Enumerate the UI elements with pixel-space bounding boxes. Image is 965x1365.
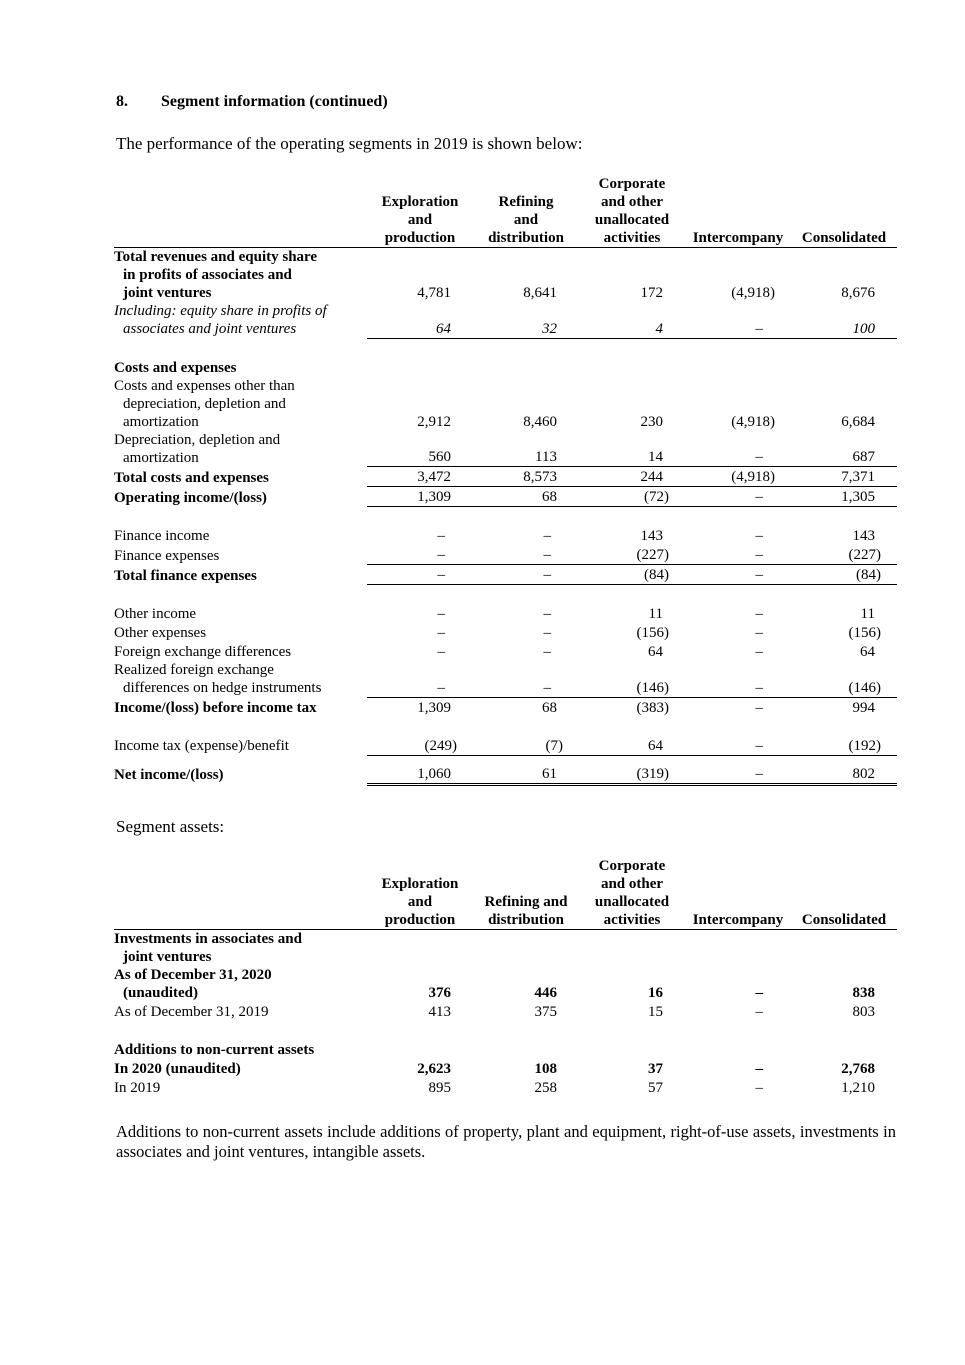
col-header-exploration: Exploration and production — [367, 175, 473, 248]
footnote-paragraph: Additions to non-current assets include additions of property, plant and equipment, right-of-use assets, investments in associates and joint ventures, intangible assets. — [116, 1122, 896, 1161]
table-row: Additions to non-current assets — [114, 1042, 315, 1058]
table-row: In 2020 (unaudited) 2,623 108 37 – 2,768 — [114, 1061, 875, 1077]
table-row: Costs and expenses other than depreciation, depletion and amortization 2,912 8,460 230 (4,918) 6,684 — [114, 377, 875, 430]
table-row: Including: equity share in profits of associates and joint ventures 64 32 4 – 100 — [114, 302, 897, 338]
table-header-row — [114, 857, 897, 930]
col-header-exploration: Exploration and production — [367, 857, 473, 930]
col-header-consolidated: Consolidated — [791, 175, 897, 248]
table-header-row — [114, 175, 897, 248]
table-row: Income tax (expense)/benefit (249) (7) 64 – (192) — [114, 736, 897, 756]
table-row: Total costs and expenses 3,472 8,573 244 (4,918) 7,371 — [114, 467, 897, 487]
table-row: Total revenues and equity share in profits of associates and joint ventures 4,781 8,641 172 (4,918) 8,676 — [114, 249, 875, 301]
table-row: Income/(loss) before income tax 1,309 68 (383) – 994 — [114, 697, 897, 717]
table-row: Total finance expenses – – (84) – (84) — [114, 565, 897, 585]
segment-assets-table — [114, 857, 897, 1097]
table-row: As of December 31, 2020 (unaudited) 376 446 16 – 838 — [114, 967, 875, 1001]
col-header-corporate: Corporate and other unallocated activities — [579, 175, 685, 248]
table-row: Realized foreign exchange differences on hedge instruments – – (146) – (146) — [114, 661, 897, 697]
table-row: Foreign exchange differences – – 64 – 64 — [114, 644, 875, 660]
col-header-corporate: Corporate and other unallocated activities — [579, 857, 685, 930]
segment-assets-heading: Segment assets: — [116, 817, 225, 836]
table-row: Operating income/(loss) 1,309 68 (72) – 1,305 — [114, 487, 897, 507]
intro-text: The performance of the operating segments in 2019 is shown below: — [116, 134, 583, 153]
table-row: Other income – – 11 – 11 — [114, 606, 875, 622]
performance-table — [114, 175, 897, 786]
table-row: Costs and expenses — [114, 359, 237, 376]
col-header-refining: Refining and distribution — [473, 857, 579, 930]
col-header-intercompany: Intercompany — [685, 175, 791, 248]
col-header-consolidated: Consolidated — [791, 857, 897, 930]
section-title — [116, 93, 388, 111]
table-row: Investments in associates and joint ventures — [114, 931, 302, 965]
table-row: Net income/(loss) 1,060 61 (319) – 802 — [114, 755, 897, 784]
section-title-text: Segment information (continued) — [161, 93, 388, 110]
table-row: Other expenses – – (156) – (156) — [114, 625, 881, 641]
section-number: 8. — [116, 93, 128, 110]
col-header-refining: Refining and distribution — [473, 175, 579, 248]
table-row: Depreciation, depletion and amortization 560 113 14 – 687 — [114, 431, 897, 467]
table-row: Finance expenses – – (227) – (227) — [114, 545, 897, 565]
table-row: In 2019 895 258 57 – 1,210 — [114, 1080, 875, 1096]
table-row: As of December 31, 2019 413 375 15 – 803 — [114, 1004, 875, 1020]
table-row: Finance income – – 143 – 143 — [114, 528, 875, 544]
col-header-intercompany: Intercompany — [685, 857, 791, 930]
